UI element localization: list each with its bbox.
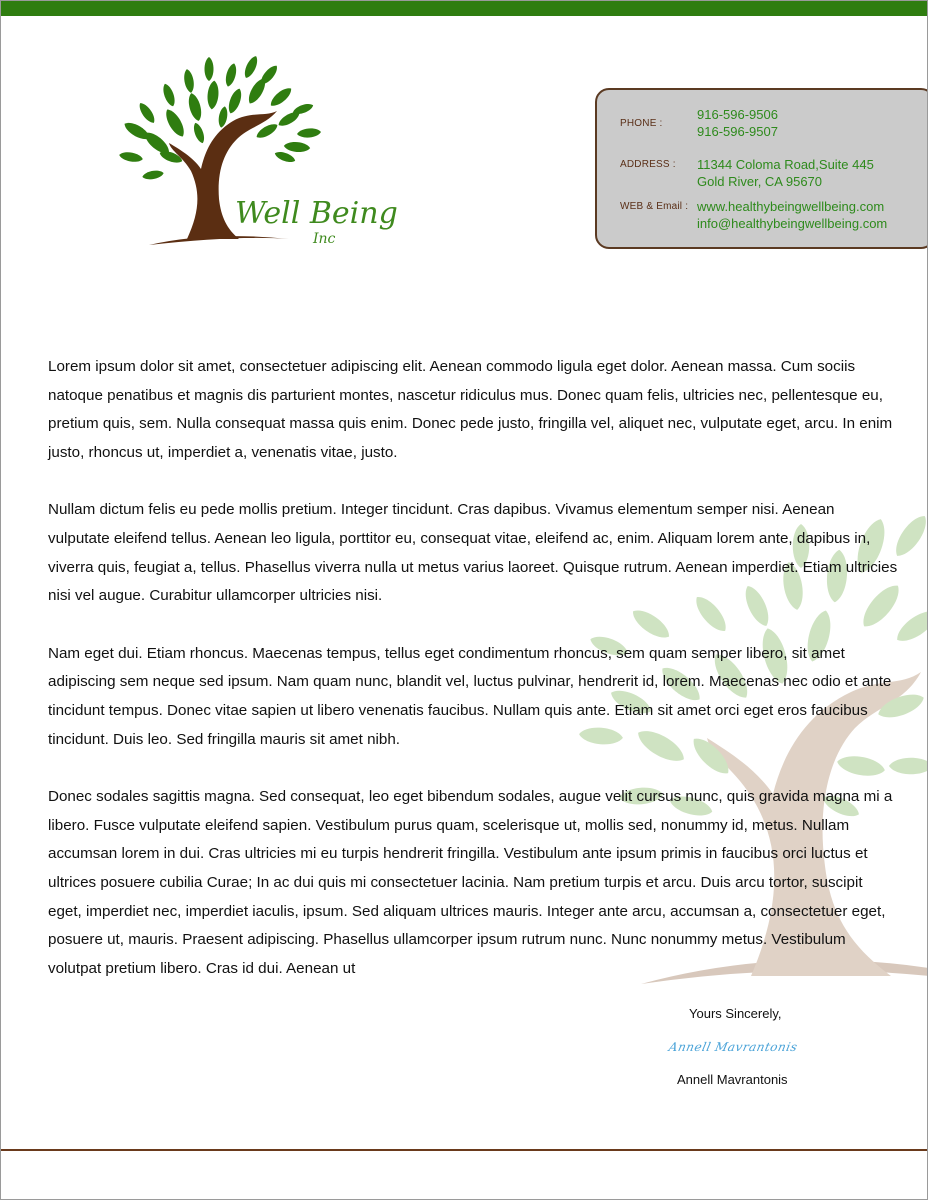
top-accent-bar xyxy=(1,1,927,16)
address-label: ADDRESS : xyxy=(620,159,676,170)
letter-paragraph: Donec sodales sagittis magna. Sed consequat, leo eget bibendum sodales, augue velit cursus nunc, quis gravida magna mi a libero. Fusce vulputate eleifend sapien. Vestibulum purus quam, scelerisque ut, mollis sed, nonummy id, metus. Nullam accumsan lorem in dui. Cras ultricies mi eu turpis hendrerit fringilla. Vestibulum ante ipsum primis in faucibus orci luctus et ultrices posuere cubilia Curae; In ac dui quis mi consectetuer lacinia. Nam pretium turpis et arcu. Duis arcu tortor, suscipit eget, imperdiet nec, imperdiet iaculis, ipsum. Sed aliquam ultrices mauris. Integer ante arcu, accumsan a, consectetuer eget, posuere ut, mauris. Praesent adipiscing. Phasellus ullamcorper ipsum rutrum nunc. Nunc nonummy metus. Vestibulum volutpat pretium libero. Cras id dui. Aenean ut xyxy=(48,788,893,977)
tree-logo-icon xyxy=(109,53,409,258)
email-link[interactable]: info@healthybeingwellbeing.com xyxy=(697,216,888,231)
phone-number-1: 916-596-9506 xyxy=(697,107,778,122)
signature: Annell Mavrantonis xyxy=(667,1040,799,1054)
contact-info-box xyxy=(595,88,928,249)
address-line-1: 11344 Coloma Road,Suite 445 xyxy=(697,157,874,172)
address-line-2: Gold River, CA 95670 xyxy=(697,174,823,189)
website-link[interactable]: www.healthybeingwellbeing.com xyxy=(697,199,885,214)
letter-paragraph: Nam eget dui. Etiam rhoncus. Maecenas tempus, tellus eget condimentum rhoncus, sem quam semper libero, sit amet adipiscing sem neque sed ipsum. Nam quam nunc, blandit vel, luctus pulvinar, hendrerit id, lorem. Maecenas nec odio et ante tincidunt tempus. Donec vitae sapien ut libero venenatis faucibus. Nullam quis ante. Etiam sit amet orci eget eros faucibus tincidunt. Duis leo. Sed fringilla mauris sit amet nibh. xyxy=(48,644,892,748)
logo-wordmark: Well Being xyxy=(235,196,398,231)
closing-salutation: Yours Sincerely, xyxy=(689,1006,782,1021)
footer-divider xyxy=(1,1149,927,1151)
phone-number-2: 916-596-9507 xyxy=(697,124,778,139)
web-email-values xyxy=(697,198,887,232)
letter-paragraph: Lorem ipsum dolor sit amet, consectetuer adipiscing elit. Aenean commodo ligula eget dolor. Aenean massa. Cum sociis natoque penatibus et magnis dis parturient montes, nascetur ridiculus mus. Donec quam felis, ultricies nec, pellentesque eu, pretium quis, sem. Nulla consequat massa quis enim. Donec pede justo, fringilla vel, aliquet nec, vulputate eget, arcu. In enim justo, rhoncus ut, imperdiet a, venenatis vitae, justo. xyxy=(48,358,893,461)
company-logo xyxy=(109,53,409,258)
phone-values xyxy=(697,106,778,140)
address-values xyxy=(697,156,874,190)
signer-name: Annell Mavrantonis xyxy=(677,1072,788,1087)
letter-body xyxy=(48,353,898,1012)
logo-subtitle: Inc xyxy=(313,231,336,247)
letter-paragraph: Nullam dictum felis eu pede mollis pretium. Integer tincidunt. Cras dapibus. Vivamus elementum semper nisi. Aenean vulputate eleifend tellus. Aenean leo ligula, porttitor eu, consequat vitae, eleifend ac, enim. Aliquam lorem ante, dapibus in, viverra quis, feugiat a, tellus. Phasellus viverra nulla ut metus varius laoreet. Quisque rutrum. Aenean imperdiet. Etiam ultricies nisi vel augue. Curabitur ullamcorper ultricies nisi. xyxy=(48,501,898,605)
web-email-label: WEB & Email : xyxy=(620,201,689,212)
phone-label: PHONE : xyxy=(620,118,663,129)
